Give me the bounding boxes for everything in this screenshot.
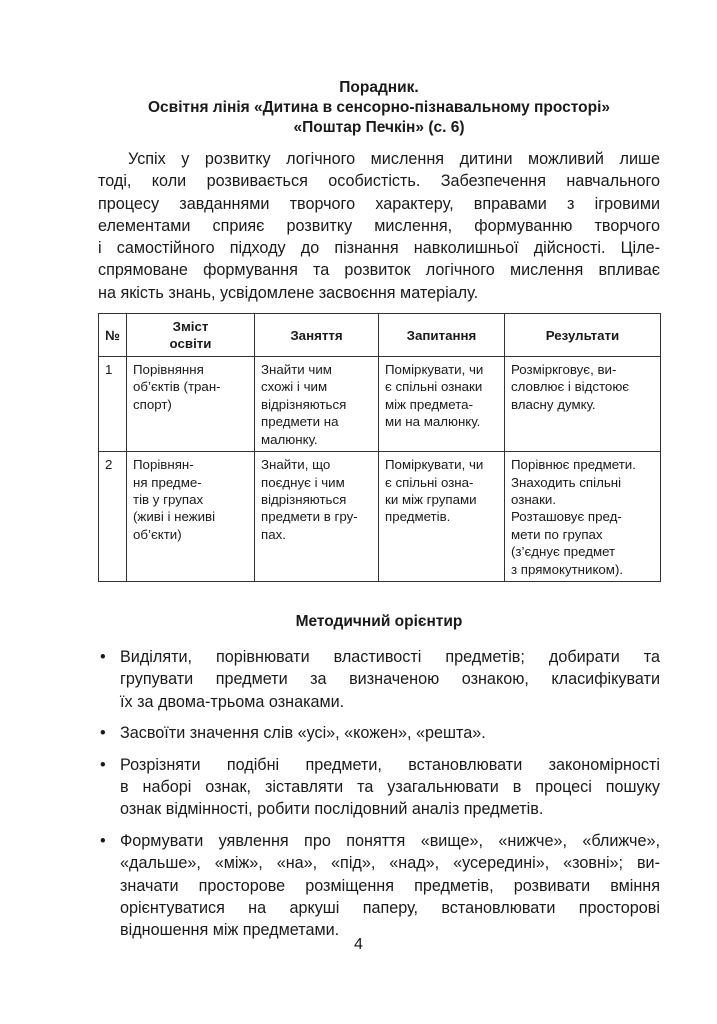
table-row: [99, 452, 661, 582]
header-question: Запитання: [379, 314, 505, 357]
cell-line: ня предме-: [133, 474, 202, 490]
cell-line: (живі і неживі: [133, 509, 216, 525]
cell-line: є спільні ознаки: [385, 379, 483, 395]
header-result: Результати: [505, 314, 661, 357]
cell-line: схожі і чим: [261, 379, 328, 395]
bullet-icon: •: [100, 724, 106, 743]
cell-content: [127, 452, 255, 582]
cell-number: 1: [99, 357, 127, 452]
cell-line: словлює і відстоює: [511, 379, 630, 395]
cell-number: 2: [99, 452, 127, 582]
list-item: [98, 754, 660, 821]
cell-line: Знайти, що: [261, 457, 331, 473]
header-number: №: [99, 314, 127, 357]
header-content-line: Зміст: [172, 319, 209, 335]
table-row: [99, 357, 661, 452]
cell-line: (з’єднує предмет: [511, 544, 616, 560]
header-lesson: Заняття: [255, 314, 379, 357]
cell-line: мети по групах: [511, 526, 603, 542]
list-item-line: Розрізняти подібні предмети, встановлювати закономірності: [120, 755, 660, 774]
list-item-line: їх за двома-трьома ознаками.: [120, 692, 345, 711]
cell-lesson: [255, 452, 379, 582]
cell-line: Порівнює предмети.: [511, 457, 636, 473]
document-page: [98, 78, 660, 951]
cell-line: малюнку.: [261, 431, 318, 447]
cell-line: між предмета-: [385, 396, 474, 412]
intro-line: елементами сприяє розвитку мислення, формуванню творчого: [98, 216, 660, 235]
header-line-1: Порадник.: [339, 79, 419, 96]
cell-line: поєднує і чим: [261, 474, 345, 490]
table-header-row: [99, 314, 661, 357]
page-header: [98, 78, 660, 138]
list-item: [98, 646, 660, 713]
cell-question: [379, 452, 505, 582]
cell-line: Розміркговує, ви-: [511, 362, 617, 378]
cell-line: об’єкти): [133, 526, 182, 542]
cell-line: Знайти чим: [261, 362, 332, 378]
intro-line: процесу завданнями творчого характеру, вправами з ігровими: [98, 194, 660, 213]
intro-line: спрямоване формування та розвиток логічного мислення впливає: [98, 261, 660, 280]
list-item-line: орієнтуватися на аркуші паперу, встановлювати просторові: [120, 899, 660, 918]
list-item-line: відношення між предметами.: [120, 921, 340, 940]
cell-line: ми на малюнку.: [385, 414, 481, 430]
header-content: [127, 314, 255, 357]
cell-line: Поміркувати, чи: [385, 457, 484, 473]
cell-line: є спільні озна-: [385, 474, 474, 490]
cell-line: Поміркувати, чи: [385, 362, 484, 378]
list-item-line: Формувати уявлення про поняття «вище», «нижче», «ближче»,: [120, 831, 660, 850]
intro-line: тоді, коли розвивається особистість. Забезпечення навчального: [98, 172, 660, 191]
cell-line: власну думку.: [511, 396, 596, 412]
header-line-2: Освітня лінія «Дитина в сенсорно-пізнавальному просторі»: [147, 99, 611, 116]
cell-lesson: [255, 357, 379, 452]
bullet-icon: •: [100, 647, 106, 666]
cell-line: Порівнян-: [133, 457, 194, 473]
section-title: Методичний орієнтир: [295, 612, 463, 630]
list-item: [98, 722, 660, 744]
cell-line: відрізняються: [261, 396, 347, 412]
cell-line: об’єктів (тран-: [133, 379, 221, 395]
bullet-icon: •: [100, 831, 106, 850]
lesson-table: [98, 313, 661, 582]
list-item-line: групувати предмети за визначеною ознакою, класифікувати: [120, 670, 660, 689]
cell-line: Розташовує пред-: [511, 509, 622, 525]
cell-line: Порівняння: [133, 362, 204, 378]
list-item-line: ознак відмінності, робити послідовний аналіз предметів.: [120, 800, 544, 819]
intro-paragraph: [98, 148, 660, 304]
cell-line: пах.: [261, 526, 286, 542]
header-line-3: «Поштар Печкін» (с. 6): [293, 119, 465, 136]
cell-content: [127, 357, 255, 452]
cell-line: з прямокутником).: [511, 561, 624, 577]
cell-line: Знаходить спільні: [511, 474, 622, 490]
list-item-line: Засвоїти значення слів «усі», «кожен», «решта».: [120, 724, 486, 743]
cell-result: [505, 357, 661, 452]
cell-question: [379, 357, 505, 452]
intro-line: на якість знань, усвідомлене засвоєння матеріалу.: [98, 283, 479, 302]
list-item-line: Виділяти, порівнювати властивості предметів; добирати та: [120, 647, 660, 666]
list-item-line: значати просторове розміщення предметів, розвивати вміння: [120, 876, 660, 895]
bullet-icon: •: [100, 755, 106, 774]
cell-line: ки між групами: [385, 491, 477, 507]
cell-line: спорт): [133, 396, 172, 412]
cell-line: предмети в гру-: [261, 509, 358, 525]
guideline-list: [98, 646, 660, 942]
intro-line: Успіх у розвитку логічного мислення дитини можливий лише: [128, 150, 660, 168]
cell-result: [505, 452, 661, 582]
cell-line: тів у групах: [133, 491, 204, 507]
header-content-line: освіти: [169, 336, 212, 352]
list-item: [98, 830, 660, 942]
cell-line: відрізняються: [261, 491, 347, 507]
cell-line: предметів.: [385, 509, 451, 525]
list-item-line: в наборі ознак, зіставляти та узагальнювати в процесі пошуку: [120, 777, 660, 796]
page-number: 4: [354, 936, 363, 953]
intro-line: і самостійного підходу до пізнання навколишньої дійсності. Ціле-: [98, 239, 660, 258]
cell-line: ознаки.: [511, 491, 557, 507]
list-item-line: «дальше», «між», «на», «під», «над», «усередині», «зовні»; ви-: [120, 854, 660, 873]
cell-line: предмети на: [261, 414, 339, 430]
